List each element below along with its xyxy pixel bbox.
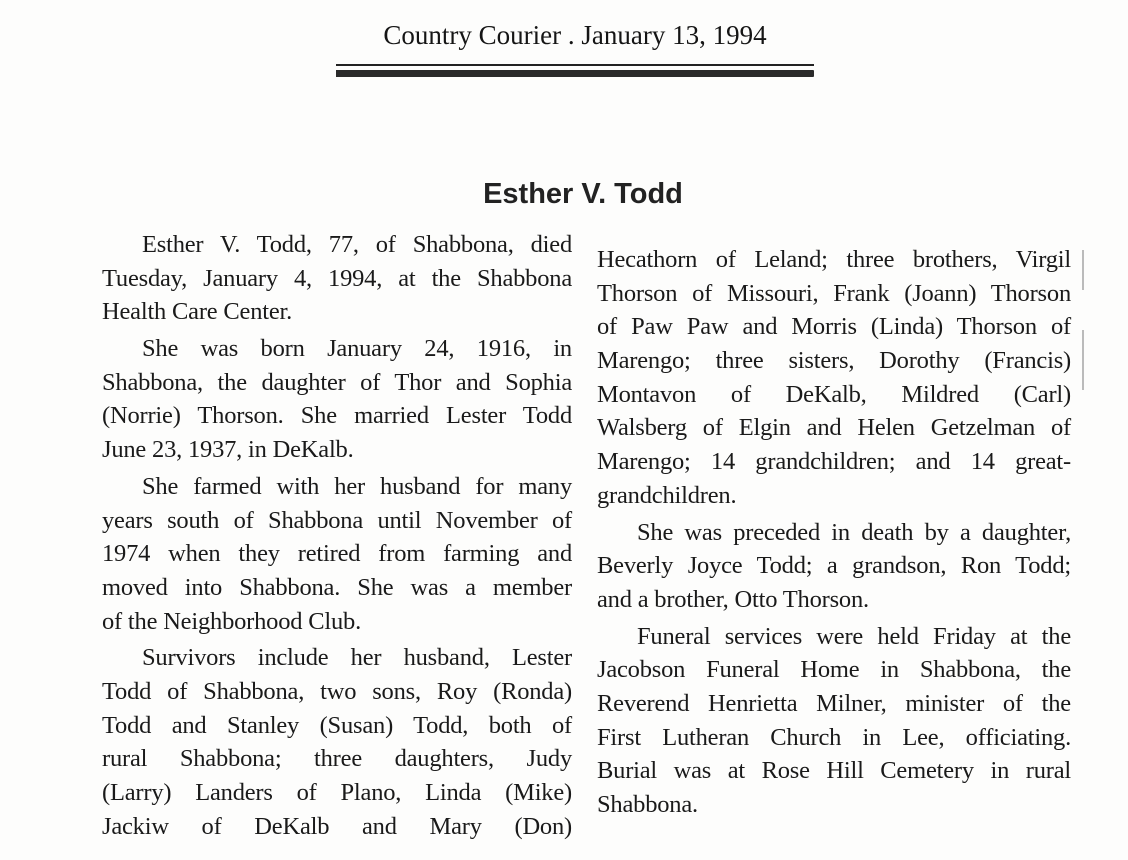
paragraph	[102, 228, 572, 329]
text-line: (Norrie) Thorson. She married Lester Todd	[102, 402, 572, 430]
text-line: Shabbona.	[597, 791, 698, 818]
text-line: Jacobson Funeral Home in Shabbona, the	[597, 656, 1071, 684]
text-line: rural Shabbona; three daughters, Judy	[102, 745, 572, 773]
scan-margin-mark	[1082, 250, 1084, 290]
text-line: of the Neighborhood Club.	[102, 607, 362, 635]
text-line: She was born January 24, 1916, in	[142, 335, 572, 363]
paragraph	[597, 516, 1071, 617]
text-line: Montavon of DeKalb, Mildred (Carl)	[597, 380, 1071, 408]
text-line: Walsberg of Elgin and Helen Getzelman of	[597, 414, 1071, 442]
text-line: Funeral services were held Friday at the	[637, 622, 1071, 650]
text-line: Thorson of Missouri, Frank (Joann) Thorson	[597, 279, 1071, 307]
text-line: Shabbona, the daughter of Thor and Sophia	[102, 368, 572, 396]
text-line: Health Care Center.	[102, 298, 293, 326]
text-line: She farmed with her husband for many	[142, 472, 572, 500]
text-line: She was preceded in death by a daughter,	[637, 518, 1071, 546]
text-line: Todd of Shabbona, two sons, Roy (Ronda)	[102, 677, 572, 705]
left-column	[102, 228, 572, 843]
text-line: Tuesday, January 4, 1994, at the Shabbona	[102, 264, 572, 292]
text-line: Todd and Stanley (Susan) Todd, both of	[102, 711, 572, 739]
text-line: Marengo; three sisters, Dorothy (Francis)	[597, 347, 1071, 375]
text-line: grandchildren.	[597, 481, 737, 509]
paragraph	[597, 620, 1071, 822]
masthead-rule-thick	[336, 70, 814, 77]
text-line: Burial was at Rose Hill Cemetery in rural	[597, 757, 1071, 785]
right-column	[597, 243, 1071, 822]
paragraph	[102, 641, 572, 843]
text-line: and a brother, Otto Thorson.	[597, 585, 869, 613]
text-line: moved into Shabbona. She was a member	[102, 573, 572, 601]
text-line: Reverend Henrietta Milner, minister of the	[597, 689, 1071, 717]
text-line: Esther V. Todd, 77, of Shabbona, died	[142, 231, 572, 258]
scan-margin-mark	[1082, 330, 1084, 390]
text-line: 1974 when they retired from farming and	[102, 540, 572, 568]
text-line: Jackiw of DeKalb and Mary (Don)	[102, 812, 572, 840]
paragraph	[102, 470, 572, 638]
masthead-rule-thin	[336, 64, 814, 66]
text-line: Hecathorn of Leland; three brothers, Virgil	[597, 246, 1071, 273]
text-line: Beverly Joyce Todd; a grandson, Ron Todd;	[597, 552, 1071, 580]
text-line: (Larry) Landers of Plano, Linda (Mike)	[102, 779, 572, 806]
text-line: First Lutheran Church in Lee, officiating.	[597, 723, 1071, 751]
text-line: Survivors include her husband, Lester	[142, 644, 572, 672]
text-line: Marengo; 14 grandchildren; and 14 great-	[597, 448, 1071, 476]
text-line: years south of Shabbona until November of	[102, 506, 572, 534]
paragraph	[102, 332, 572, 467]
paragraph	[597, 243, 1071, 513]
obituary-title: Esther V. Todd	[483, 178, 683, 210]
text-line: June 23, 1937, in DeKalb.	[102, 436, 354, 464]
text-line: of Paw Paw and Morris (Linda) Thorson of	[597, 313, 1071, 341]
masthead: Country Courier . January 13, 1994	[383, 20, 767, 50]
